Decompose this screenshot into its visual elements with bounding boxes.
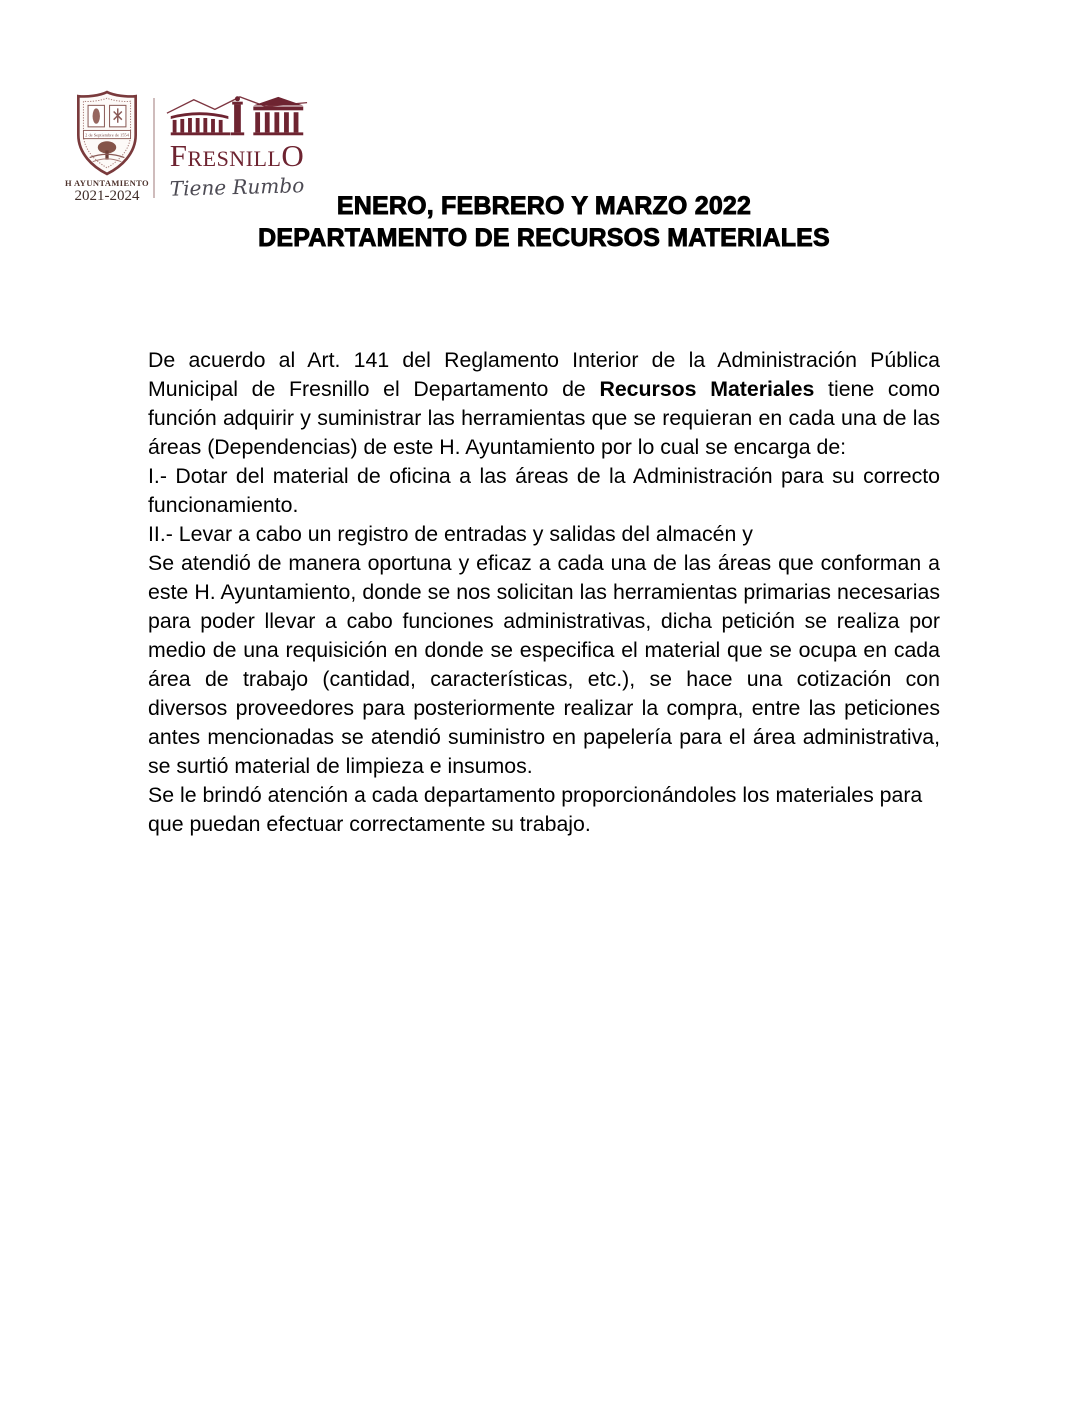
municipal-crest xyxy=(64,90,150,205)
logo-divider xyxy=(153,98,155,198)
paragraph-intro xyxy=(148,346,940,462)
list-item-2: II.- Levar a cabo un registro de entradas y salidas del almacén y xyxy=(148,522,753,546)
paragraph-closing: Se le brindó atención a cada departamento proporcionándoles los materiales para que puedan efectuar correctamente su trabajo. xyxy=(148,783,923,836)
wordmark-middle: RESNILL xyxy=(187,146,282,171)
brand-tagline: Tiene Rumbo xyxy=(169,173,305,201)
paragraph-activities: Se atendió de manera oportuna y eficaz a cada una de las áreas que conforman a este H. Ayuntamiento, donde se nos solicitan las herramientas primarias necesarias para poder llevar a cabo funciones administrativas, dicha petición se realiza por medio de una requisición en donde se especifica el material que se ocupa en cada área de trabajo (cantidad, características, etc.), se hace una cotización con diversos proveedores para posteriormente realizar la compra, entre las peticiones antes mencionadas se atendió suministro en papelería para el área administrativa, se surtió material de limpieza e insumos. xyxy=(148,551,940,778)
crest-band-text: 2 de Septiembre de 1554 xyxy=(85,132,129,138)
report-title xyxy=(0,190,1088,254)
wordmark-first-letter: F xyxy=(169,138,188,173)
wordmark-last-letter: O xyxy=(281,138,305,173)
report-title-line2: DEPARTAMENTO DE RECURSOS MATERIALES xyxy=(258,224,830,252)
crest-shield-icon xyxy=(74,90,140,176)
brand-wordmark xyxy=(158,138,316,177)
paragraph-intro-text-after: tiene como función adquirir y suministrar las herramientas que se requieran en cada una de las áreas (Dependencias) de este H. Ayuntamiento por lo cual se encarga de: xyxy=(148,377,940,459)
report-title-line1: ENERO, FEBRERO Y MARZO 2022 xyxy=(336,192,752,220)
brand-logo xyxy=(158,94,316,199)
monument-icon xyxy=(162,94,312,142)
paragraph-intro-text-before: De acuerdo al Art. 141 del Reglamento Interior de la Administración Pública Municipal de Fresnillo el Departamento de xyxy=(148,348,940,401)
report-body xyxy=(148,346,940,839)
list-item-1: I.- Dotar del material de oficina a las áreas de la Administración para su correcto funcionamiento. xyxy=(148,464,940,517)
crest-caption-period: 2021-2024 xyxy=(74,188,140,204)
paragraph-intro-bold-term: Recursos Materiales xyxy=(599,377,815,401)
crest-caption-ayuntamiento: H AYUNTAMIENTO xyxy=(64,178,150,188)
